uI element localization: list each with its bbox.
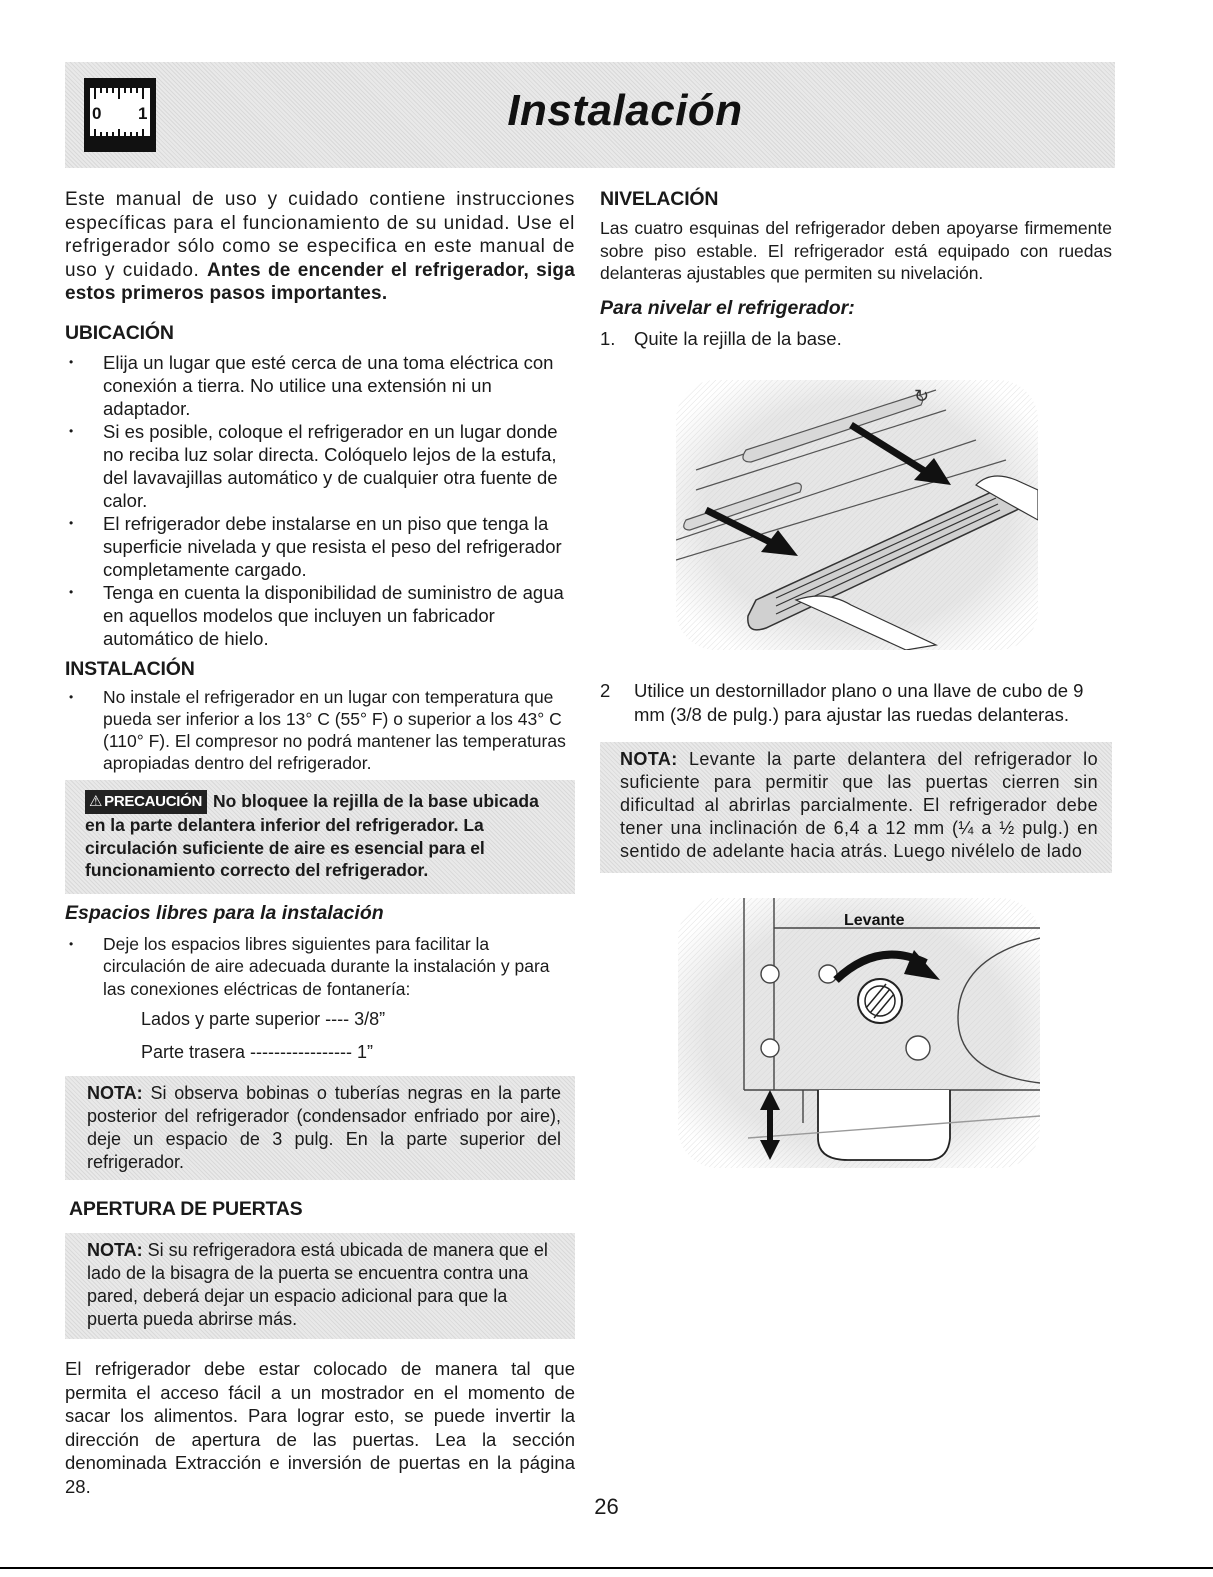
list-item: • Tenga en cuenta la disponibilidad de suministro de agua en aquellos modelos que incluyen un fabricador automático de hielo. <box>65 581 575 650</box>
note-label: NOTA: <box>620 749 678 769</box>
list-item: • Elija un lugar que esté cerca de una toma eléctrica con conexión a tierra. No utilice una extensión ni un adaptador. <box>65 351 575 420</box>
right-column <box>600 188 1112 350</box>
list-item <box>600 327 1112 351</box>
svg-text:↻: ↻ <box>914 386 930 406</box>
warning-icon: ⚠ <box>89 792 103 810</box>
page-number: 26 <box>594 1494 619 1519</box>
nivelacion-body: Las cuatro esquinas del refrigerador deben apoyarse firmemente sobre piso estable. El refrigerador está equipado con ruedas delanteras ajustables que permiten su nivelación. <box>600 218 1112 283</box>
espacios-list <box>65 933 575 1001</box>
caution-text: No bloquee la rejilla de la base ubicada en la parte delantera inferior del refrigerador. La circulación suficiente de aire es esencial para el funcionamiento correcto del refrigerador. <box>85 790 539 880</box>
note-label: NOTA: <box>87 1240 143 1260</box>
nivelacion-subheading: Para nivelar el refrigerador: <box>600 296 855 319</box>
roller-adjust-illustration <box>678 898 1040 1168</box>
nivelacion-step-1 <box>600 327 1112 351</box>
caution-badge-label: PRECAUCIÓN <box>104 792 202 810</box>
clearance-sides-top: Lados y parte superior ---- 3/8” <box>141 1009 386 1029</box>
list-item: • Deje los espacios libres siguientes para facilitar la circulación de aire adecuada durante la instalación y para las conexiones eléctricas de fontanería: <box>65 933 575 1001</box>
list-item: • No instale el refrigerador en un lugar con temperatura que pueda ser inferior a los 13° C (55° F) o superior a los 43° C (110° F). El compresor no podrá mantener las temperaturas apropiadas dentro del refrigerador. <box>65 686 575 774</box>
list-item: • El refrigerador debe instalarse en un piso que tenga la superficie nivelada y que resista el peso del refrigerador completamente cargado. <box>65 512 575 581</box>
instalacion-list <box>65 686 575 774</box>
bottom-divider <box>0 1567 1213 1569</box>
svg-text:1: 1 <box>138 104 148 123</box>
clearance-rear: Parte trasera ----------------- 1” <box>141 1042 373 1062</box>
left-column <box>65 188 575 1498</box>
list-item: • Si es posible, coloque el refrigerador en un lugar donde no reciba luz solar directa. Colóquelo lejos de la estufa, del lavavajillas automático y de cualquier otra fuente de calor. <box>65 420 575 512</box>
nivelacion-note-box <box>600 742 1112 873</box>
step-text: Utilice un destornillador plano o una llave de cubo de 9 mm (3/8 de pulg.) para ajustar las ruedas delanteras. <box>634 680 1084 725</box>
apertura-heading: APERTURA DE PUERTAS <box>69 1198 303 1220</box>
clearance-sizes <box>65 1008 575 1064</box>
caution-box <box>65 780 575 894</box>
apertura-note-box <box>65 1233 575 1339</box>
nivelacion-step-2 <box>600 679 1112 726</box>
step-number: 2 <box>600 680 611 701</box>
nivelacion-heading: NIVELACIÓN <box>600 188 719 210</box>
intro-bold-text: Antes de encender el refrigerador, siga estos primeros pasos importantes. <box>65 259 575 304</box>
levante-label: Levante <box>844 912 905 929</box>
ubicacion-heading: UBICACIÓN <box>65 321 174 344</box>
note-label: NOTA: <box>87 1083 143 1103</box>
intro-text: Este manual de uso y cuidado contiene instrucciones específicas para el funcionamiento de su unidad. Use el refrigerador sólo como se especifica en este manual de uso y cuidado. <box>65 189 575 281</box>
step-text: Quite la rejilla de la base. <box>634 327 842 349</box>
caution-badge <box>85 790 207 815</box>
page-title: Instalación <box>507 86 743 135</box>
note-text: Si observa bobinas o tuberías negras en la parte posterior del refrigerador (condensador enfriado por aire), deje un espacio de 3 pulg. En la parte superior del refrigerador. <box>87 1083 561 1172</box>
intro-paragraph <box>65 188 575 306</box>
espacios-note-box <box>65 1076 575 1180</box>
nivelacion-step-2-block <box>600 679 1112 873</box>
svg-text:0: 0 <box>92 104 102 123</box>
espacios-heading: Espacios libres para la instalación <box>65 901 384 924</box>
note-text: Si su refrigeradora está ubicada de manera que el lado de la bisagra de la puerta se encuentra contra una pared, deberá dejar un espacio adicional para que la puerta pueda abrirse más. <box>87 1240 548 1329</box>
note-text: Levante la parte delantera del refrigerador lo suficiente para permitir que las puertas cierren sin dificultad al abrirlas parcialmente. El refrigerador debe tener una inclinación de 6,4 a 12 mm (¼ a ½ pulg.) en sentido de adelante hacia atrás. Luego nivélelo de lado <box>620 749 1098 861</box>
step-number: 1. <box>600 327 616 349</box>
apertura-body: El refrigerador debe estar colocado de manera tal que permita el acceso fácil a un mostrador en el momento de sacar los alimentos. Para lograr esto, se puede invertir la dirección de apertura de las puertas. Lea la sección denominada Extracción e inversión de puertas en la página 28. <box>65 1358 575 1497</box>
grille-removal-illustration <box>676 380 1038 650</box>
page-header-banner <box>65 62 1115 168</box>
instalacion-heading: INSTALACIÓN <box>65 657 195 680</box>
ubicacion-list <box>65 351 575 650</box>
list-item <box>600 679 1112 726</box>
